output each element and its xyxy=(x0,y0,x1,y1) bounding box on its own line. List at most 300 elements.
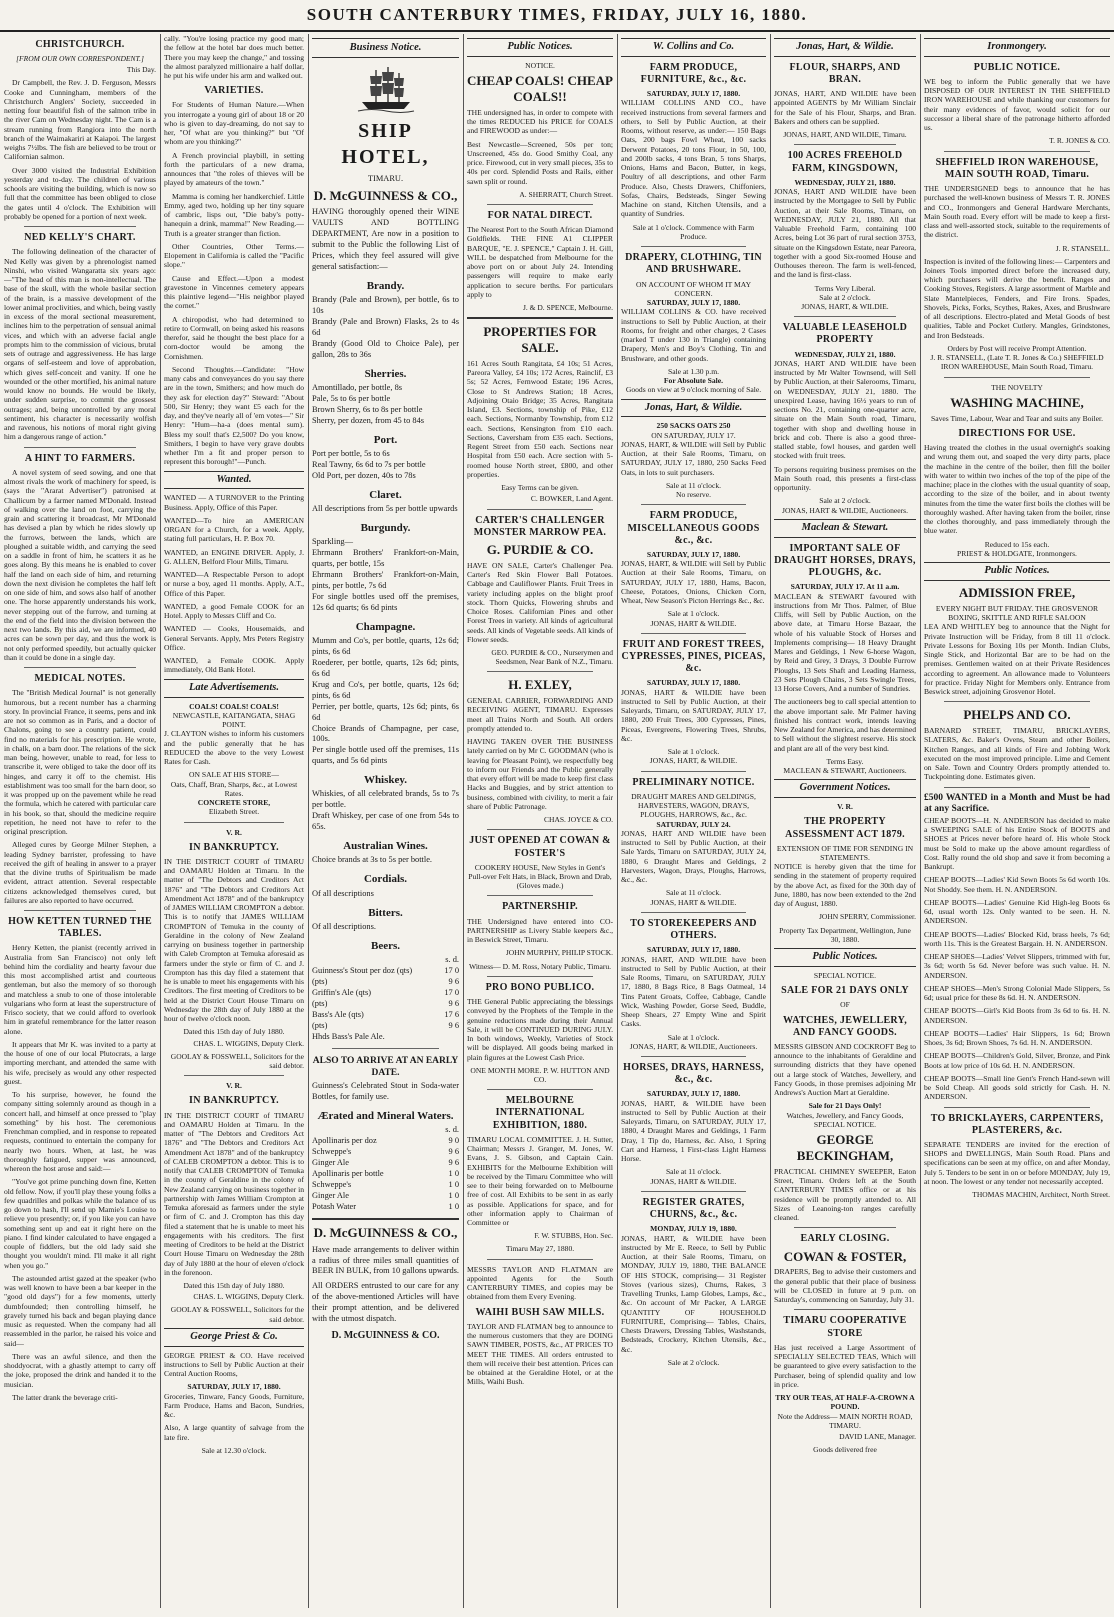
divider xyxy=(184,1075,284,1076)
price-list xyxy=(312,504,459,515)
column-2 xyxy=(164,34,304,1608)
ad-text: Oats, Chaff, Bran, Sharps, &c., at Lowest Rates. xyxy=(170,779,298,798)
ad-text: Reduced to 15s each. xyxy=(984,539,1050,549)
signature: JONAS, HART, AND WILDIE, Timaru. xyxy=(783,130,907,140)
sale-time: Sale at 1 o'clock. xyxy=(667,609,720,619)
price-list xyxy=(312,636,459,767)
firm-name: H. EXLEY, xyxy=(508,677,572,693)
aerated-price-table xyxy=(312,1136,459,1212)
table-row xyxy=(312,1191,459,1202)
ad-text: WILLIAM COLLINS AND CO., have received instructions from several farmers and others, to Sell by Public Auction, at their Rooms, without reserve, as under:— 150 Bags Oats, 200 bags Fowl Wheat, 100 sacks Derwent Potatoes, 20 tons Flour, in 50, 100, and 200lb sacks, 4 tons Bran, 5 tons Sharps, Onions, Hams and Bacon, Butter, in kegs, Poultry of all descriptions, and other Farm Produce. Also, Chests Drawers, Chiffoniers, Sofas, Chairs, Bedsteads, Singer Sewing Machine on stand, Kitchen Utensils, and a quantity of Sundries. xyxy=(621,98,766,219)
sale-time: Sale at 2 o'clock. xyxy=(667,1357,720,1367)
ad-text: Sale for 21 Days Only! xyxy=(808,1101,882,1111)
ad-text: 161 Acres South Rangitata, £4 10s; 51 Acres, Pareora Valley, £4 10s; 172 Acres, Rainclif, £3 5s; 52 Acres, Fernwood Estate; 196 Acres, Close to St Andrews Station; 18 Acres, Adjoining Otaio Bridge; 35 Acres, Rangitata Island, £3. Sections, township of Pike, £12 each. Sections, Normanby Township, from £12 each. Sections, Kensington from £10 each. Sections, Caversham from £35 each. Sections, Regent Street from £50 each. Sections near Hospital from £50 each. Acre section with 5-roomed house North street, £800, and other properties. xyxy=(467,358,613,479)
item-name: Ginger Ale xyxy=(312,1158,349,1168)
column-3 xyxy=(312,34,459,1608)
list-item: CHEAP SHOES—Ladies' Velvet Slippers, trimmed with fur, 3s 6d; worth 5s 6d. Never before was such value. H. N. ANDERSON. xyxy=(924,952,1110,980)
ad-text: Also, A large quantity of salvage from the late fire. xyxy=(164,1423,304,1442)
paragraph: Dr Campbell, the Rev. J. D. Ferguson, Messrs Cooke and Cunningham, members of the Christchurch Anglers' Society, succeeded in netting four beautiful fish of the salmon tribe in the river Cam on Wednesday night. The Cam is a stream running from Rangiora into the north branch of the Waimakariri at Kaiapoi. The largest weighs 7½lbs. The fish are believed to be trout or Californian salmon. xyxy=(4,78,156,162)
item-price: 9 6 xyxy=(448,1020,459,1030)
list-item: CHEAP BOOTS—Girl's Kid Boots from 3s 6d to 6s. H. N. ANDERSON. xyxy=(924,1006,1110,1025)
price-list-item: Perrier, per bottle, quarts, 12s 6d; pints, 6s 6d xyxy=(312,701,459,722)
signature: JONAS, HART, & WILDIE. xyxy=(649,756,738,766)
signature: JONAS, HART & WILDIE. xyxy=(650,618,737,628)
table-row xyxy=(312,999,459,1010)
ad-text: PRACTICAL CHIMNEY SWEEPER, Eaton Street, Timaru. Orders left at the South CANTERBURY TIMES office or at his residence will be promptly attended to. All Sizes of Leanoing-ton ranges carefully cleaned. xyxy=(774,1166,916,1223)
signature: DAVID LANE, Manager. xyxy=(839,1432,916,1442)
ad-text: TIMARU LOCAL COMMITTEE. J. H. Sutter, Chairman; Messrs J. Granger, M. Jones, W. Evans, J. S. Gibson, and Captain Cain. EXHIBITS for the Melbourne Exhibition will be received by the Timaru Committee who will see to their being forwarded on to Melbourne free of cost. All Exhibits to be sent in as early as possible. Applications for space, and for other information apply to Chairman of Committee or xyxy=(467,1134,613,1228)
notice-heading: IN BANKRUPTCY. xyxy=(189,1095,279,1107)
signature: J. R. STANSELL. xyxy=(1055,243,1110,253)
ad-heading: WAIHI BUSH SAW MILLS. xyxy=(475,1306,605,1318)
ad-text: GEORGE PRIEST & CO. Have received instructions to Sell by Public Auction at their Central Auction Rooms, xyxy=(164,1350,304,1379)
category-heading: Port. xyxy=(373,433,398,446)
sale-time: Sale at 1.30 p.m. xyxy=(667,366,720,376)
item-price: 17 0 xyxy=(444,966,459,976)
item-name: (pts) xyxy=(312,1020,328,1030)
divider xyxy=(641,633,746,634)
divider xyxy=(794,1309,896,1310)
table-row xyxy=(312,966,459,977)
article-heading: MEDICAL NOTES. xyxy=(34,673,126,685)
section-banner: Government Notices. xyxy=(774,779,916,798)
signature: F. W. STUBBS, Hon. Sec. xyxy=(534,1231,613,1241)
notice-subheading: EXTENSION OF TIME FOR SENDING IN STATEMENTS. xyxy=(776,843,914,862)
ad-heading: FARM PRODUCE, FURNITURE, &c., &c. xyxy=(640,61,747,85)
sale-time: Sale at 1 o'clock. xyxy=(667,1032,720,1042)
divider xyxy=(944,377,1090,378)
ad-text: Best Newcastle—Screened, 50s per ton; Unscreened, 45s do. Good Smithy Coal, any price. Firewood, cut in very small pieces, 35s to 40s per cord. Splendid Posts and Rails, either sawn split or round. xyxy=(467,139,613,186)
notice-date: Timaru May 27, 1880. xyxy=(505,1244,575,1254)
table-row xyxy=(312,1158,459,1169)
section-banner: W. Collins and Co. xyxy=(621,38,766,57)
price-list-item: Ehrmann Brothers' Frankfort-on-Main, quarts, per bottle, 15s xyxy=(312,548,459,569)
divider xyxy=(641,771,746,772)
ad-text: MACLEAN & STEWART favoured with instructions from Mr Thos. Palmer, of Blue Cliffs, will Sell by Public Auction, on the above date, at Timaru Horse Bazaar, the whole of his valuable Stock of Horses and Implements comprising— 18 Heavy Draught Mares and Geldings, 1 New 6-horse Wagon, by Reid and Grey, 3 Drays, 3 Double Furrow Ploughs, 13 Sets Shaft and Leading Harness, 23 Sets Plough Chains, 3 Sets Swingle Trees, 13 Horse Covers, And a number of Sundries. xyxy=(774,591,916,694)
ad-text: THE NOVELTY xyxy=(991,382,1043,392)
ad-text: WE beg to inform the Public generally that we have DISPOSED OF OUR INTEREST IN THE SHEFFIELD IRON WAREHOUSE and while thanking our customers for their many evidences of favor, would solicit for our successor a liberal share of the patronage hitherto afforded us. xyxy=(924,76,1110,133)
ad-text: TRY OUR TEAS, AT HALF-A-CROWN A POUND. xyxy=(775,1393,915,1412)
section-banner: Business Notice. xyxy=(312,38,459,58)
ad-text: JONAS, HART & WILDIE have been instructed to Sell by Public Auction, at their Saleyards, Timaru, on SATURDAY, JULY 17, 1880, 200 Fruit Trees, 300 Cypresses, Pines, Piceas, Evergreens, Flowering Trees, Shrubs, &c. xyxy=(621,687,766,743)
royal-cipher: V. R. xyxy=(226,827,242,837)
ad-heading: 100 ACRES FREEHOLD FARM, KINGSDOWN, xyxy=(787,150,903,174)
divider xyxy=(641,1056,746,1057)
ad-text: HAVING TAKEN OVER THE BUSINESS lately carried on by Mr C. GOODMAN (who is leaving for Pleasant Point), we respectfully beg to inform our Friends and the Public generally that every effort will be made to keep first class Hacks and Buggies, and by strict attention to business, combined with civility, to merit a fair share of Public Patronage. xyxy=(467,737,613,811)
price-list xyxy=(312,383,459,427)
divider xyxy=(24,667,136,668)
category-heading: Ærated and Mineral Waters. xyxy=(317,1110,454,1123)
royal-cipher: V. R. xyxy=(226,1081,242,1091)
list-item: CHEAP SHOES—Men's Strong Colonial Made Slippers, 5s 6d; usual price for these 8s 6d. H. N. ANDERSON. xyxy=(924,983,1110,1003)
price-list-item: Draft Whiskey, per case of one from 54s to 65s. xyxy=(312,811,459,832)
ad-text: Watches, Jewellery, and Fancy Goods, xyxy=(786,1110,904,1120)
ad-heading: WASHING MACHINE, xyxy=(950,394,1084,410)
sale-time: Sale at 11 o'clock. xyxy=(665,1167,722,1177)
price-list xyxy=(312,449,459,482)
ad-text: The auctioneers beg to call special attention to the above important sale. Mr Palmer having finished his contract work, intends leaving New Zealand for America, and has determined to Sell without the slightest reserve. His stock and plant are all of the very best kind. xyxy=(774,697,916,753)
price-list-item: Choice brands at 3s to 5s per bottle. xyxy=(312,855,433,865)
section-banner: Jonas, Hart, & Wildie. xyxy=(621,399,766,418)
column-rule xyxy=(617,34,618,1608)
ad-text: CHEAP BOOTS—H. N. ANDERSON has decided to make a SWEEPING SALE of his Entire Stock of BOOTS and SHOES at Prices never before heard of. His whole Stock must be Sold to make up the above amount regardless of Cost. Rally round the old shop and save it from becoming a Bankrupt. xyxy=(924,815,1110,872)
item-price: 1 0 xyxy=(448,1169,459,1179)
ad-text: JONAS, HART AND WILDIE have been instructed by the Mortgagee to Sell by Public Auction, at their Sale Rooms, Timaru, on WEDNESDAY, JULY 21, 1880. All that Valuable Freehold Farm, containing 100 Acres, being Lot 36 part of rural section 3753, situate on the Kingsdown Estate, near Pareora, together with a good Six-roomed House and Outhouses thereon. The farm is well-fenced, and the land is first-class. xyxy=(774,187,916,280)
price-list xyxy=(312,295,459,361)
ad-text: BARNARD STREET, TIMARU, BRICKLAYERS, SLATERS, &c. Baker's Ovens, Steam and other Boilers, Kitchen Ranges, and all kinds of Fire and Jobbing Work executed on the most improved principle. Lime and Cement on Sale. Town and Country Orders promptly attended to. Tuckpointing done. Estimates given. xyxy=(924,726,1110,782)
notice-label: SPECIAL NOTICE. xyxy=(813,970,877,980)
sale-terms: Terms Very Liberal. xyxy=(814,283,876,293)
divider xyxy=(312,1218,459,1220)
ad-text: Has just received a Large Assortment of SPECIALLY SELECTED TEAS, Which will be guaranteed to give every satisfaction to the Purchaser, being of splendid quality and low in price. xyxy=(774,1342,916,1389)
column-4 xyxy=(467,34,613,1608)
signature: THOMAS MACHIN, Architect, North Street. xyxy=(972,1190,1110,1200)
signature: PRIEST & HOLDGATE, Ironmongers. xyxy=(957,548,1077,558)
ad-text: MESSRS GIBSON AND COCKROFT Beg to announce to the inhabitants of Geraldine and surrounding districts that they have opened out a large stock of Watches, Jewellery, and Fancy Goods, in those premises adjoining Mr Andrews's Auction Mart at Geraldine. xyxy=(774,1041,916,1098)
price-list-item: Brandy (Good Old to Choice Pale), per gallon, 28s to 36s xyxy=(312,338,459,359)
signature: J. & D. SPENCE, Melbourne. xyxy=(523,303,613,313)
column-6 xyxy=(774,34,916,1608)
sale-time: Sale at 11 o'clock. xyxy=(665,888,722,898)
ad-heading: DIRECTIONS FOR USE. xyxy=(958,428,1076,439)
ad-heading: FRUIT AND FOREST TREES, CYPRESSES, PINES, PICEAS, &c. xyxy=(621,638,766,675)
ad-heading: PRELIMINARY NOTICE. xyxy=(632,776,755,788)
signature: MACLEAN & STEWART, Auctioneers. xyxy=(783,766,907,776)
ad-text: Elizabeth Street. xyxy=(208,807,260,817)
category-heading: Cordials. xyxy=(363,873,408,886)
paragraph: Alleged cures by George Milner Stephen, a leading Sydney barrister, professing to have received the gift of healing in answer to a prayer that the divine truths of Spiritualism be made evident, attract attention. Several respectable citizens acknowledged themselves cured, but failures are also reported to have occurred. xyxy=(4,840,156,905)
ad-heading: SALE FOR 21 DAYS ONLY xyxy=(781,985,909,997)
table-row xyxy=(312,1010,459,1021)
royal-cipher: V. R. xyxy=(837,802,853,812)
ad-text: JONAS, HART, AND WILDIE have been instructed to Sell by Public Auction, at their Sale Rooms, Timaru, on SATURDAY, JULY 17, 1880, 8 Bags Rice, 8 Bags Oatmeal, 14 Tins Patent Groats, Coffee, Cabbage, Candle Wick, Washing Powder, Gorse Seed, Buddle, Sheep Shears, 27 Empty Wine and Spirit Casks. xyxy=(621,954,766,1029)
section-banner: George Priest & Co. xyxy=(164,1328,304,1347)
section-banner: Public Notices. xyxy=(467,38,613,57)
notice-text: NOTICE is hereby given that the time for sending in the statement of property required by the above Act, as fixed for the 30th day of June, 1880, has now been extended to the 2nd day of August, 1880. xyxy=(774,862,916,909)
ad-text: GENERAL CARRIER, FORWARDING AND RECEIVING AGENT, TIMARU. Expresses meet all Trains North and South. All orders promptly attended to. xyxy=(467,696,613,733)
paragraph: "You've got prime punching down fine, Ketten old fellow. Now, if you'll play these young folks a few quadrilles and polkas while the balance of us go down to hash, I'll send up Mamie's Louise to relieve you presently; or, if you like you can have something sent up and eat it right here on the piano. I find kinder calculated to have engaged a couple of fiddlers, but the old lady said she thought you wouldn't mind. I'll make it all right when you go." xyxy=(4,1177,156,1270)
sale-date: SATURDAY, JULY 17, 1880. xyxy=(646,549,741,559)
sale-date: WEDNESDAY, JULY 21, 1880. xyxy=(794,349,896,359)
divider xyxy=(641,246,746,247)
beer-price-table xyxy=(312,966,459,1042)
list-item: CHEAP BOOTS—Ladies' Kid Sewn Boots 5s 6d worth 10s. Not Shoddy. See them. H. N. ANDERSON. xyxy=(924,875,1110,894)
price-list-item: Port per bottle, 5s to 6s xyxy=(312,449,390,459)
price-list-item: Choice Brands of Champagne, per case, 100s. xyxy=(312,723,459,744)
ad-heading: FLOUR, SHARPS, AND BRAN. xyxy=(789,61,901,85)
table-row xyxy=(312,1021,459,1032)
ad-subheading: DRAUGHT MARES AND GELDINGS, HARVESTERS, WAGON, DRAYS, PLOUGHS, HARROWS, &c., &c. xyxy=(631,791,756,820)
item-name: (pts) xyxy=(312,976,328,986)
ad-text: JONAS, HART AND WILDIE have been instructed to Sell by Public Auction, at their Sale Yards, Timaru on SATURDAY, JULY 24, 1880, 6 Draught Mares and Geldings, 2 Harvesters, Wagon, Drays, Ploughs, Harrows, &c., &c. xyxy=(621,828,766,885)
ad-heading: REGISTER GRATES, CHURNS, &c., &c. xyxy=(642,1196,745,1221)
ad-text: CONCRETE STORE, xyxy=(197,798,271,808)
sale-time: Sale at 2 o'clock. xyxy=(819,496,871,506)
ad-heading: CHEAP COALS! CHEAP COALS!! xyxy=(467,73,613,104)
category-heading: Brandy. xyxy=(366,279,405,292)
table-row xyxy=(312,1180,459,1191)
notice-text: IN THE DISTRICT COURT of TIMARU and OAMARU Holden at Timaru. In the matter of "The Debtors and Creditors Act 1876" and "The Debtors and Creditors Act Amendment Act 1878" and of the bankruptcy of JAMES WILLIAM CROMPTON a debtor. This is to notify that JAMES WILLIAM CROMPTON of Temuka in the county of Geraldine in the colony of New Zealand carrying on business together in partnership with Caleb Crompton at Temuka aforesaid as farmers under the style or firm of C. and J. Crompton has this day filed a statement that he is unable to meet his engagements with his Creditors. The first meeting of Creditors to be held at the District Court House Timaru on Wednesday the 28th day of July 1880 at the hour of twelve o'clock noon. xyxy=(164,856,304,1024)
firm-name: D. McGUINNESS & CO., xyxy=(313,187,458,203)
column-7 xyxy=(924,34,1110,1608)
price-list-item: Brandy (Pale and Brown), per bottle, 6s to 10s xyxy=(312,295,459,316)
divider xyxy=(487,509,593,510)
ad-heading: HORSES, DRAYS, HARNESS, &c., &c. xyxy=(623,1062,764,1086)
ad-text: LEA AND WHITLEY beg to announce that the Night for Private Instruction will be Friday, from 8 till 11 o'clock. Private Lessons for Boxing 10s per Month. Indian Clubs, Single Stick, and Horizontal Bar are to be had on the premises. Gentlemen waited on at their Private Residences according to agreement. An allowance made to Volunteers for practice. Friday Night for Members only. Entrance from Beswick street, adjoining Grosvenor Hotel. xyxy=(924,622,1110,697)
divider xyxy=(487,829,593,830)
category-heading: Burgundy. xyxy=(360,522,411,535)
ad-text: JONAS, HART AND WILDIE have been instructed by Mr Walter Townsend, will Sell by Public Auction, at their Salerooms, Timaru, on WEDNESDAY, JULY 21, 1880. The unexpired Lease, having 16½ years to run of sections No. 21, containing one-quarter acre, situate on the Main South road, Timaru, together with shop and dwelling house in brick and cob. There is also a good three-stalled stable, fowl houses, and garden well stocked with fruit trees. xyxy=(774,358,916,461)
notice-heading: IN BANKRUPTCY. xyxy=(189,841,279,853)
divider xyxy=(794,144,896,145)
firm-name: D. McGUINNESS & CO., xyxy=(313,1224,458,1240)
item-name: Apollinaris per bottle xyxy=(312,1169,384,1179)
paragraph: Over 3000 visited the Industrial Exhibition yesterday and to-day. The children of various schools are visiting the building, which is now so full that the committee has been obliged to close the gates until 4 o'clock. The Exhibition will probably be opened for a portion of next week. xyxy=(4,165,156,221)
ad-heading: FARM PRODUCE, MISCELLANEOUS GOODS &c., &c. xyxy=(627,510,760,546)
signature: T. R. JONES & CO. xyxy=(1049,136,1110,146)
price-list xyxy=(312,789,459,833)
sale-date: SATURDAY, JULY 17. At 11 a.m. xyxy=(790,582,900,592)
item-price: 1 0 xyxy=(448,1179,459,1189)
signature: JONAS, HART & WILDIE. xyxy=(650,897,737,907)
item-price: 9 0 xyxy=(448,1136,459,1146)
ad-text: Orders by Post will receive Prompt Attention. xyxy=(947,343,1087,353)
item-name: Apollinaris per doz xyxy=(312,1136,377,1146)
firm-name: GEORGE BECKINGHAM, xyxy=(796,1132,894,1164)
ad-text: J. CLAYTON wishes to inform his customers and the public generally that he has REDUCED the above to the very Lowest Rates for Cash. xyxy=(164,729,304,767)
classified-ad: WANTED, a Female COOK. Apply immediately, Old Bank Hotel. xyxy=(164,656,304,675)
ad-heading: DRAPERY, CLOTHING, TIN AND BRUSHWARE. xyxy=(625,252,762,276)
signature: JONAS, HART & WILDIE. xyxy=(650,1176,737,1186)
column-rule xyxy=(770,34,771,1608)
paragraph: The following delineation of the character of Ned Kelly was given by a phrenologist named Ninshi, who visited Wangaratta six years ago:—"The head of this man is non-intellectual. The base of the skull, with the whole basilar section of the brain, is a massive development of the lower animal proclivities, and which, being vastly in excess of the moral sectional measurement, inclines him to the perpetration of sensual animal vices, and which with an adverse facial angle prompts him to the commission of vicious, brutal sets of outrage and aggressiveness. He has large organs of self-esteem and love of approbation, which gives self-conceit and vanity. If one he wounded or the other mortified, his animal nature would know no bounds. He would be likely, under sudden surprise, to commit the grossest outrages; and, being uncontrolled by any moral sentiment, his character is necessarily wolfish and ravenous, his notions of moral right giving him a dangerous range of action." xyxy=(4,247,156,442)
notice-date: Dated this 15th day of July 1880. xyxy=(183,1281,285,1291)
ad-heading: CARTER'S CHALLENGER MONSTER MARROW PEA. xyxy=(473,514,607,538)
list-item: CHEAP BOOTS—Small line Gent's French Hand-sewn will be Sold Cheap. All goods sold strictly for Cash. H. N. ANDERSON. xyxy=(924,1073,1110,1102)
ad-heading: TO BRICKLAYERS, CARPENTERS, PLASTERERS, &c. xyxy=(930,1112,1104,1136)
divider xyxy=(487,671,593,672)
divider xyxy=(641,1191,746,1192)
ad-subheading: ON ACCOUNT OF WHOM IT MAY CONCERN. xyxy=(635,279,752,298)
ad-text: Goods delivered free xyxy=(813,1445,877,1455)
list-item: CHEAP BOOTS—Ladies' Genuine Kid High-leg Boots 6s 6d, usual worth 12s. Only wanted to be seen. H. N. ANDERSON. xyxy=(924,897,1110,926)
firm-name: PHELPS AND CO. xyxy=(963,707,1071,723)
divider xyxy=(487,895,593,896)
signature: JONAS, HART & WILDIE, Auctioneers. xyxy=(781,505,909,515)
sale-time: Sale at 1 o'clock. Commence with Farm Produce. xyxy=(632,222,755,241)
price-list-item: Brown Sherry, 6s to 8s per bottle xyxy=(312,404,423,414)
divider xyxy=(24,447,136,448)
sale-date: SATURDAY, JULY 17, 1880. xyxy=(646,298,741,308)
column-rule xyxy=(308,34,309,1608)
ad-text: All ORDERS entrusted to our care for any of the above-mentioned Articles will have their prompt attention, and be delivered with the utmost dispatch. xyxy=(312,1281,459,1324)
price-list-item: Whiskies, of all celebrated brands, 5s to 7s per bottle. xyxy=(312,789,459,810)
classified-ad: WANTED, a good Female COOK for an Hotel. Apply to Messrs Cliff and Co. xyxy=(164,601,304,621)
ad-text: HAVE ON SALE, Carter's Challenger Pea. Carter's Red Skin Flower Ball Potatoes. Cabbage and Cauliflower Plants. Fruit Trees in variety including apples on the blight proof stock. Thorn Quicks, Flowering shrubs and Choice Roses. Californian Pines and other Forest Trees in variety. All kinds of agricultural seeds. All kinds of Vegetable seeds. All kinds of Flower seeds. xyxy=(467,560,613,644)
ad-heading: EARLY CLOSING. xyxy=(800,1233,890,1245)
list-item: CHEAP BOOTS—Ladies' Blocked Kid, brass heels, 7s 6d; worth 11s. This is the Greatest Bargain. H. N. ANDERSON. xyxy=(924,929,1110,948)
firm-name: G. PURDIE & CO. xyxy=(486,541,594,557)
category-heading: Champagne. xyxy=(355,620,416,633)
ad-text: Easy Terms can be given. xyxy=(501,483,579,493)
firm-name: COWAN & FOSTER, xyxy=(783,1248,907,1264)
sale-time: Sale at 11 o'clock. xyxy=(665,480,722,490)
signature: GEO. PURDIE & CO., Nurserymen and Seedsmen, Near Bank of N.Z., Timaru. xyxy=(491,648,613,667)
divider xyxy=(794,1227,896,1228)
item-price: 9 6 xyxy=(448,1147,459,1157)
article-heading: NED KELLY'S CHART. xyxy=(24,232,136,244)
price-list-item: Mumm and Co's, per bottle, quarts, 12s 6d; pints, 6s 6d xyxy=(312,636,459,657)
ad-text: JONAS, HART, & WILDIE have been instructed to Sell by Public Auction at their Saleyards, Timaru, on SATURDAY, JULY 17, 1880, 4 Draught Mares and Geldings, 1 Farm Dray, 1 Tip do, Harness, &c. Also, 1 Spring Cart and Harness, 1 First-class Light Harness Horse. xyxy=(621,1098,766,1164)
article-heading: HOW KETTEN TURNED THE TABLES. xyxy=(8,916,152,940)
hotel-town: TIMARU. xyxy=(367,173,404,183)
sale-time: Sale at 1 o'clock. xyxy=(667,747,720,757)
table-row xyxy=(312,1136,459,1147)
item-name: Ginger Ale xyxy=(312,1190,349,1200)
sale-date: SATURDAY, JULY 17, 1880. xyxy=(646,1089,741,1099)
sailing-ship-icon xyxy=(356,64,416,114)
ad-text: Groceries, Tinware, Fancy Goods, Furniture, Farm Produce, Hams and Bacon, Sundries, &c. xyxy=(164,1391,304,1420)
category-heading: ALSO TO ARRIVE AT AN EARLY DATE. xyxy=(312,1055,459,1078)
price-list-item: Per single bottle used off the premises, 11s quarts, and 5s 6d pints xyxy=(312,745,459,766)
list-item: CHEAP BOOTS—Children's Gold, Silver, Bronze, and Pink Boots at low price of 10s 6d. H. N. ANDERSON. xyxy=(924,1051,1110,1070)
ad-heading: PARTNERSHIP. xyxy=(502,901,578,913)
classified-ad: WANTED—To hire an AMERICAN ORGAN for a Church, for a week. Apply, stating full particulars, H. P. Box 70. xyxy=(164,515,304,544)
ad-heading: FOR NATAL DIRECT. xyxy=(487,209,593,221)
price-list-item: Of all descriptions. xyxy=(312,921,376,931)
column-5 xyxy=(621,34,766,1608)
column-1 xyxy=(4,34,156,1608)
category-heading: Claret. xyxy=(369,488,402,501)
ad-heading: JUST OPENED AT COWAN & FOSTER'S xyxy=(469,835,611,859)
ad-text: WILLIAM COLLINS & CO. have received instructions to Sell by Public Auction, at their Rooms, for freight and other charges, 2 Cases (marked T under 130 in Triangle) containing Drapery, Men's and Boy's Clothing, Tin and Brushware, and other goods. xyxy=(621,307,766,363)
price-list-item: All descriptions from 5s per bottle upwards xyxy=(312,504,458,514)
item-name: Hhds Bass's Pale Ale. xyxy=(312,1031,385,1041)
price-list-item: Sherry, per dozen, from 45 to 84s xyxy=(312,415,425,425)
signature: JONAS, HART, & WILDIE, Auctioneers. xyxy=(629,1041,758,1051)
column-rule xyxy=(160,34,161,1608)
paragraph: A French provincial playbill, in setting forth the particulars of a new drama, announces that "the roles of thieves will be played by amateurs of the town." xyxy=(164,150,304,188)
paragraph: The astounded artist gazed at the speaker (who was well known to have been a bar keeper in the "good old days") for a few moments, utterly dumbfounded; then controlling himself, he gravely turned his back and began playing dance music as requested. When the company had all reassembled in the parlor, he raised his voice and said— xyxy=(4,1273,156,1348)
signature: J. R. STANSELL, (Late T. R. Jones & Co.) SHEFFIELD IRON WAREHOUSE, Main South Road, Timaru. xyxy=(930,353,1104,372)
sale-terms: For Absolute Sale. xyxy=(663,376,724,386)
signature: CHAS. JOYCE & CO. xyxy=(544,815,613,825)
ad-subheading: NEWCASTLE, KAITANGATA, SHAG POINT. xyxy=(172,710,296,730)
sale-date: WEDNESDAY, JULY 21, 1880. xyxy=(794,177,896,187)
ad-heading: WATCHES, JEWELLERY, AND FANCY GOODS. xyxy=(783,1014,907,1038)
sale-date: SATURDAY, JULY 17, 1880. xyxy=(646,945,741,955)
masthead: SOUTH CANTERBURY TIMES, FRIDAY, JULY 16, 1880. xyxy=(0,0,1114,32)
ad-text: THE General Public appreciating the blessings conveyed by the Prophets of the Temple in the genuine reductions made during their Annual Sale, it will be CONTINUED DURING JULY. In both windows, Weekly, Varieties of Stock will be displayed. All goods being marked in plain figures at the Lowest Cash Price. xyxy=(467,997,613,1062)
ad-text: TAYLOR AND FLATMAN beg to announce to the numerous customers that they are DOING SAWN TIMBER, POSTS, &c., AT PRICES TO MEET THE TIMES. All orders entrusted to them will receive their best attention. Prices can be obtained at the Geraldine Hotel, or at the Mills, Waihi Bush. xyxy=(467,1321,613,1387)
ad-heading: 250 SACKS OATS 250 xyxy=(656,421,731,431)
table-row xyxy=(312,977,459,988)
paragraph: A chiropodist, who had determined to retire to Cornwall, on being asked his reasons therefor, said he thought the best place for a corn-doctor would be among the Cornishmen. xyxy=(164,314,304,361)
divider xyxy=(487,204,593,205)
price-list-item: Amontillado, per bottle, 8s xyxy=(312,383,403,393)
ad-heading: VALUABLE LEASEHOLD PROPERTY xyxy=(782,322,908,346)
ad-heading: PRO BONO PUBLICO. xyxy=(485,981,595,993)
ad-subheading: EVERY NIGHT BUT FRIDAY. THE GROSVENOR BOXING, SKITTLE AND RIFLE SALOON xyxy=(935,603,1099,623)
paragraph: The latter drank the beverage criti- xyxy=(12,1392,118,1402)
category-heading: Bitters. xyxy=(368,906,403,919)
ad-text: DRAPERS, Beg to advise their customers and the general public that their place of business will be CLOSED in future at 9 p.m. on Saturday's, commencing on Saturday, July 31. xyxy=(774,1267,916,1305)
price-list-item: Brandy (Pale and Brown) Flasks, 2s to 4s 6d xyxy=(312,317,459,338)
divider xyxy=(332,1048,439,1049)
article-heading: A HINT TO FARMERS. xyxy=(24,452,136,464)
notice-date: Property Tax Department, Wellington, June 30, 1880. xyxy=(779,925,911,944)
divider xyxy=(487,1089,593,1090)
paragraph: Mamma is coming her handkerchief. Little Emmy, aged two, holding up her tiny square of cambric, lisps out, "Die baby's potty-hanequin a drink, mamma!" New Reading.—Truth is a greater stranger than fiction. xyxy=(164,191,304,238)
article-heading: VARIETIES. xyxy=(204,85,264,97)
notice-text: IN THE DISTRICT COURT of TIMARU and OAMARU Holden at Timaru. In the matter of "The Debtors and Creditors Act 1876" and "The Debtors and Creditors Act Amendment Act 1878" and of the bankruptcy of CALEB CROMPTON a debtor. This is to notify that CALEB CROMPTON of Temuka in the county of Geraldine in the colony of New Zealand carrying on business together in partnership with James William Crompton at Temuka aforesaid as farmers under the style or firm of C. and J. Crompton has this day filed a statement that he is unable to meet his engagements with his creditors. The first meeting of Creditors to be held at the District Court House Timaru on Wednesday the 28th day of July 1880 at the hour of eleven o'clock in the forenoon. xyxy=(164,1110,304,1277)
classified-ad: WANTED, an ENGINE DRIVER. Apply, J. G. ALLEN, Belford Flour Mills, Timaru. xyxy=(164,547,304,566)
item-name: Schweppe's xyxy=(312,1147,352,1157)
divider xyxy=(467,317,613,319)
paragraph: It appears that Mr K. was invited to a party at the house of one of our local Plutocrats, a large importing merchant, and attended the same with his wife, precisely as would any other respected guest. xyxy=(4,1039,156,1086)
table-row xyxy=(312,988,459,999)
divider xyxy=(641,504,746,505)
sale-date: MONDAY, JULY 19, 1880. xyxy=(650,1224,737,1234)
ad-text: HAVING thoroughly opened their WINE VAULTS AND BOTTLING DEPARTMENT, Are now in a position to submit to the Public the following List of Prices, which they feel assured will give general satisfaction:— xyxy=(312,207,459,272)
signature: C. BOWKER, Land Agent. xyxy=(530,494,613,504)
item-price: 17 0 xyxy=(444,987,459,997)
item-name: Bass's Ale (qts) xyxy=(312,1009,364,1019)
sale-date: SATURDAY, JULY 17, 1880. xyxy=(646,678,741,688)
article-heading: CHRISTCHURCH. xyxy=(35,39,125,50)
sale-terms: No reserve. xyxy=(676,490,711,500)
signature: JONAS, HART, & WILDIE. xyxy=(801,302,889,312)
boots-list xyxy=(924,875,1110,1101)
divider xyxy=(487,1259,593,1260)
table-row xyxy=(312,1202,459,1213)
list-item: CHEAP BOOTS—Ladies' Hair Slippers, 1s 6d; Brown Shoes, 3s 6d; Brown Shoes, 7s 6d. H. N. ANDERSON. xyxy=(924,1028,1110,1048)
column-rule xyxy=(463,34,464,1608)
ad-heading: SHEFFIELD IRON WAREHOUSE, MAIN SOUTH ROAD, Timaru. xyxy=(935,156,1099,180)
price-column-head: s. d. xyxy=(445,955,459,965)
notice-heading: THE PROPERTY ASSESSMENT ACT 1879. xyxy=(785,816,905,840)
divider xyxy=(944,1107,1090,1108)
paragraph: cally. "You're losing practice my good man; the fellow at the hotel bar does much better. There you may keep the change," and tossing the almost paralyzed millionaire a half dollar, he put his wife under his arm and walked out. xyxy=(164,34,304,80)
divider xyxy=(24,226,136,227)
item-name: Guinness's Stout per doz (qts) xyxy=(312,966,413,976)
price-list-item: Real Tawny, 6s 6d to 7s per bottle xyxy=(312,460,426,470)
ad-text: THE UNDERSIGNED begs to announce that he has purchased the well-known business of Messrs T. R. JONES and CO., Ironmongers and General Hardware Merchants, Main South road. Every effort will be made to keep a first-class and well-assorted stock, suitable to the requirements of the district. xyxy=(924,184,1110,240)
price-list-item: Of all descriptions xyxy=(312,888,374,898)
price-list-item: Roederer, per bottle, quarts, 12s 6d; pints, 6s 6d xyxy=(312,657,459,678)
column-rule xyxy=(920,34,921,1608)
article-subheading: [FROM OUR OWN CORRESPONDENT.] xyxy=(16,54,144,64)
paragraph: A novel system of seed sowing, and one that almost rivals the work of machinery for speed, is (says the "Ararat Advertiser") patronised at Challicum by a farmer named M'Donald. Instead of walking over the land on foot, carrying the grain and scattering it broadcast, Mr M'Donald has devised a plan by which he rides slowly up the furrows, between the lands, which are ploughed a suitable width, and carrying the seed on a saddle in front of him, he scatters it as he goes along. By this means he is enabled to cover half the land on each side of him, and returning down the next division he completes the half left on one side of him, and sows also half of another one. The horse apparently understands his work, never stepping out of the furrow, and turning at the end of the field into the division between the next two lands. By this aid, we are informed, 40 acres can be sown per day, and thus the work is not only performed speedily, but actually quicker than it could be done in a single day. xyxy=(4,467,156,662)
classified-ad: WANTED — Cooks, Housemaids, and General Servants. Apply, Mrs Peters Registry Office. xyxy=(164,624,304,652)
ad-heading: ADMISSION FREE, xyxy=(958,584,1076,600)
ad-text: Inspection is invited of the following lines:— Carpenters and Joiners Tools imported direct before the increased duty, which purchasers will derive the benefit. Ranges and Cooking Stoves, Registers. A large assortment of Marble and Slate Mantelpieces, Fenders, and Fire Irons. Spades, Shovels, Picks, Forks, Scythes, Rakes, Axes, and Brushware of all descriptions. Electro-plated and Metal Goods of best qualities, Table and Pocket Cutlery. Mangles, Grindstones, and Iron Bedsteads. xyxy=(924,256,1110,340)
signature: JOHN MURPHY, PHILIP STOCK. xyxy=(505,948,613,958)
ad-text: Having treated the clothes in the usual overnight's soaking and wrung them out, and soaped the very dirty parts, place the machine in the centre of the boiler, then fill the boiler with water to within two inches of the top of the pipe of the machine; place in the clothes with the usual quantity of soap, according to the size of the boiler, and in about twenty minutes from the time the water first boils the clothes will be thoroughly washed. After having taken from the boiler, rinse the clothes thoroughly, and pass immediately through the blue water. xyxy=(924,443,1110,536)
ad-heading: TO STOREKEEPERS AND OTHERS. xyxy=(630,917,757,942)
classified-ad: WANTED—A Respectable Person to adopt or nurse a boy, aged 11 months. Apply, A.T., Office of this Paper. xyxy=(164,570,304,598)
ad-text: Witness— D. M. Ross, Notary Public, Timaru. xyxy=(468,961,612,971)
divider xyxy=(24,910,136,911)
ad-heading: IMPORTANT SALE OF DRAUGHT HORSES, DRAYS, PLOUGHS, &c. xyxy=(774,542,916,579)
notice-label: NOTICE. xyxy=(525,60,555,70)
dateline: This Day. xyxy=(126,65,156,75)
signature: JOHN SPERRY, Commissioner. xyxy=(819,912,916,922)
section-banner: Wanted. xyxy=(164,471,304,490)
ad-text: JONAS, HART, & WILDIE will Sell by Public Auction at their Sale Rooms, Timaru, on SATURDAY, JULY 17, 1880, Hams, Bacon, Cheese, Potatoes, Onions, Chicken Corn, Wheat, New Season's Picton Herrings &c., &c. xyxy=(621,559,766,606)
table-row xyxy=(312,1032,459,1043)
item-price: 1 0 xyxy=(448,1201,459,1211)
